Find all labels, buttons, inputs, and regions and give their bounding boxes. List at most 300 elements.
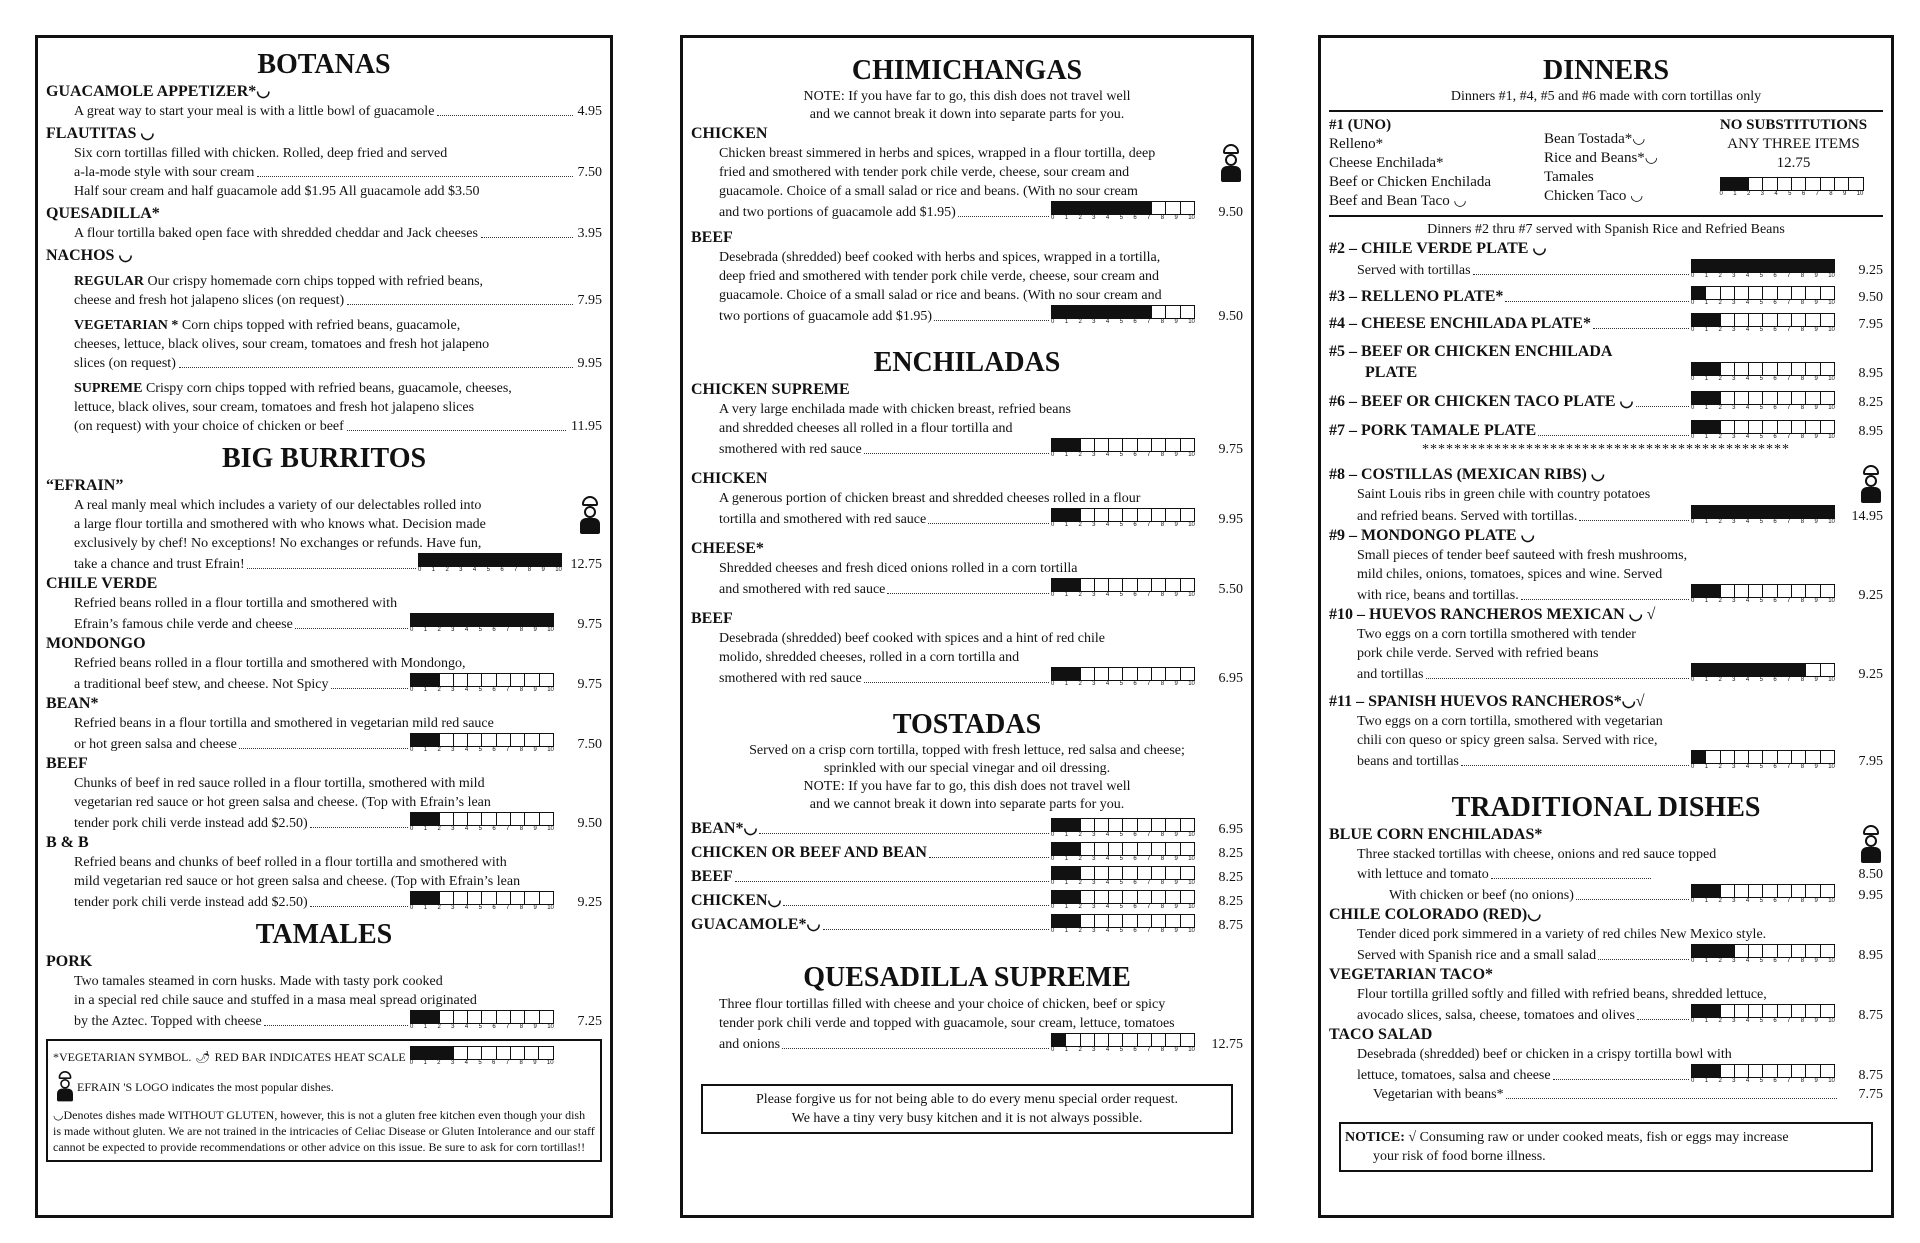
heat-cell [497, 1047, 511, 1059]
heat-cell [454, 734, 468, 746]
heat-tick-label: 9 [1174, 1047, 1178, 1053]
item-line [1329, 884, 1883, 905]
heat-tick-label: 7 [506, 826, 510, 832]
heat-tick-labels [1691, 300, 1835, 307]
heat-tick-labels [1691, 273, 1835, 280]
heat-tick-label: 7 [1787, 519, 1791, 525]
heat-tick-label: 10 [1188, 880, 1195, 886]
heat-tick-label: 10 [1828, 434, 1835, 440]
heat-tick-labels [410, 905, 554, 912]
heat-tick-labels [1691, 958, 1835, 965]
item-name: CHILE COLORADO (RED)◡ [1329, 906, 1542, 923]
heat-scale [1691, 313, 1835, 334]
heat-cell [425, 892, 439, 904]
heat-tick-label: 6 [1133, 904, 1137, 910]
heat-cell [1166, 202, 1180, 214]
item-desc: Refried beans rolled in a flour tortilla and smothered with [74, 596, 398, 611]
heat-scale [410, 733, 554, 754]
chile-pepper-icon: 🌶 [195, 1049, 211, 1064]
heat-cell [505, 554, 519, 566]
heat-tick-label: 7 [1147, 1047, 1151, 1053]
heat-tick-label: 8 [1800, 958, 1805, 964]
section-note: sprinkled with our special vinegar and oil dressing. [823, 761, 1111, 776]
heat-tick-labels [1051, 904, 1195, 911]
heat-cell [1081, 202, 1095, 214]
legend-logo-text: EFRAIN 'S LOGO indicates the most popular dishes. [77, 1080, 334, 1094]
heat-bar [410, 1046, 554, 1060]
heat-bar [410, 1010, 554, 1024]
heat-tick-label: 3 [451, 826, 455, 832]
heat-tick-label: 2 [1718, 300, 1722, 306]
heat-bar [1691, 663, 1835, 677]
item-name: #5 – BEEF OR CHICKEN ENCHILADA [1329, 343, 1613, 360]
heat-tick-label: 9 [1814, 405, 1818, 411]
heat-tick-label: 3 [1092, 928, 1096, 934]
heat-tick-label: 2 [1718, 434, 1722, 440]
heat-tick-label: 2 [1078, 319, 1082, 325]
item-name: BLUE CORN ENCHILADAS* [1329, 826, 1543, 843]
heat-tick-label: 2 [437, 1060, 441, 1066]
heat-tick-label: 1 [1064, 215, 1069, 221]
heat-cell [1166, 891, 1180, 903]
heat-tick-label: 9 [1814, 898, 1818, 904]
heat-tick-label: 0 [1051, 319, 1055, 325]
heat-bar [1051, 866, 1195, 880]
heat-tick-label: 3 [1092, 592, 1096, 598]
heat-tick-labels [1051, 522, 1195, 529]
heat-tick-label: 9 [533, 1060, 537, 1066]
heat-tick-label: 4 [464, 747, 469, 753]
heat-cell [497, 892, 511, 904]
heat-cell [1109, 439, 1123, 451]
heat-cell [1806, 392, 1820, 404]
heat-bar [1720, 177, 1864, 191]
heat-cell [525, 734, 539, 746]
heat-cell [1181, 891, 1194, 903]
heat-tick-label: 4 [1745, 598, 1750, 604]
notice-label: NOTICE: [1345, 1130, 1405, 1145]
heat-cell [454, 1047, 468, 1059]
uno-option: Chicken Taco ◡ [1544, 188, 1644, 204]
item-desc: cheese and fresh hot jalapeno slices (on request) [74, 293, 345, 308]
heat-cell [1081, 819, 1095, 831]
heat-tick-label: 5 [478, 826, 482, 832]
heat-cell [448, 554, 462, 566]
heat-tick-label: 8 [1800, 1018, 1805, 1024]
heat-tick-label: 10 [1188, 592, 1195, 598]
heat-cell [1749, 585, 1763, 597]
item-desc: and tortillas [1357, 667, 1424, 682]
heat-cell [1095, 439, 1109, 451]
item-name: “EFRAIN” [46, 477, 124, 494]
heat-cell [1821, 751, 1834, 763]
heat-cell [1821, 363, 1834, 375]
heat-tick-label: 0 [410, 747, 414, 753]
item-line [1329, 1085, 1883, 1104]
item-price: 3.95 [577, 226, 602, 241]
heat-tick-label: 2 [1078, 592, 1082, 598]
heat-cell [1806, 178, 1820, 190]
item-desc: Shredded cheeses and fresh diced onions rolled in a corn tortilla [719, 561, 1078, 576]
item-price: 6.95 [1218, 671, 1243, 686]
heat-tick-label: 0 [1051, 592, 1055, 598]
tostada-row [691, 818, 1243, 839]
heat-tick-label: 1 [1704, 598, 1709, 604]
item-line [1329, 663, 1883, 684]
heat-cell [1692, 287, 1706, 299]
heat-scale [1691, 1004, 1835, 1025]
heat-tick-label: 2 [1078, 880, 1082, 886]
item-line [46, 673, 602, 694]
heat-tick-label: 3 [1732, 405, 1736, 411]
heat-cell [1692, 314, 1706, 326]
heat-tick-label: 7 [1787, 677, 1791, 683]
heat-tick-label: 1 [1064, 452, 1069, 458]
heat-tick-label: 3 [1092, 1047, 1096, 1053]
heat-cell [1066, 668, 1080, 680]
heat-tick-label: 8 [1800, 1078, 1805, 1084]
heat-tick-label: 2 [1718, 405, 1722, 411]
heat-tick-label: 0 [1051, 904, 1055, 910]
heat-tick-label: 6 [492, 1024, 496, 1030]
item-name: TACO SALAD [1329, 1026, 1433, 1043]
heat-cell [1835, 178, 1849, 190]
item-price: 8.75 [1218, 918, 1243, 933]
heat-cell [1792, 314, 1806, 326]
heat-cell [497, 674, 511, 686]
heat-tick-label: 6 [1773, 958, 1777, 964]
heat-scale [410, 1010, 554, 1031]
heat-tick-label: 9 [1814, 677, 1818, 683]
item-line [46, 613, 602, 634]
heat-scale [1051, 866, 1195, 887]
heat-cell [1792, 585, 1806, 597]
heat-scale [1691, 663, 1835, 684]
heat-cell [1152, 867, 1166, 879]
heat-bar [410, 613, 554, 627]
heat-tick-label: 5 [1759, 327, 1763, 333]
heat-cell [1692, 945, 1706, 957]
heat-tick-labels [1051, 592, 1195, 599]
heat-scale [410, 812, 554, 833]
heat-cell [1081, 668, 1095, 680]
heat-cell [511, 892, 525, 904]
item-price: 9.75 [1218, 442, 1243, 457]
heat-cell [1763, 585, 1777, 597]
heat-cell [1052, 843, 1066, 855]
heat-cell [1749, 421, 1763, 433]
heat-tick-label: 7 [1147, 681, 1151, 687]
section-title: DINNERS [1542, 55, 1670, 86]
heat-tick-label: 8 [1800, 405, 1805, 411]
heat-cell [1821, 506, 1834, 518]
heat-tick-label: 10 [1828, 677, 1835, 683]
heat-tick-label: 8 [1800, 519, 1805, 525]
heat-cell [1778, 885, 1792, 897]
heat-cell [1821, 287, 1834, 299]
heat-bar [1051, 842, 1195, 856]
heat-tick-label: 9 [1814, 327, 1818, 333]
efrain-chef-logo-icon [1219, 144, 1243, 184]
heat-tick-label: 8 [1800, 434, 1805, 440]
heat-tick-label: 0 [409, 1060, 414, 1066]
heat-tick-label: 9 [1814, 764, 1818, 770]
heat-tick-label: 7 [506, 747, 510, 753]
heat-tick-label: 6 [1773, 1078, 1777, 1084]
item-name: PORK [46, 953, 93, 970]
heat-tick-label: 8 [519, 687, 524, 693]
heat-tick-label: 10 [547, 747, 554, 753]
item-desc: deep fried and smothered with tender pork chile verde, cheese, sour cream and [719, 269, 1160, 284]
item-line [691, 1033, 1243, 1054]
heat-cell [1181, 843, 1194, 855]
heat-tick-label: 2 [437, 627, 441, 633]
item-line [1329, 944, 1883, 965]
heat-tick-label: 7 [1787, 1018, 1791, 1024]
heat-tick-label: 8 [1160, 856, 1165, 862]
heat-cell [1109, 1034, 1123, 1046]
heat-tick-label: 1 [1704, 434, 1709, 440]
heat-tick-label: 3 [450, 1060, 455, 1066]
heat-tick-label: 3 [1092, 681, 1096, 687]
heat-tick-label: 0 [1051, 832, 1055, 838]
item-desc-text: Our crispy homemade corn chips topped with refried beans, [147, 274, 484, 289]
heat-cell [1095, 843, 1109, 855]
heat-tick-label: 6 [1773, 677, 1777, 683]
heat-cell [1138, 867, 1152, 879]
item-price: 5.50 [1218, 582, 1243, 597]
heat-tick-label: 5 [1759, 405, 1763, 411]
heat-tick-label: 1 [1064, 904, 1069, 910]
heat-tick-label: 5 [1759, 898, 1763, 904]
section-title: ENCHILADAS [873, 347, 1061, 378]
item-line [691, 508, 1243, 529]
heat-bar [1691, 286, 1835, 300]
heat-tick-label: 0 [1691, 519, 1695, 525]
heat-tick-label: 7 [1147, 904, 1151, 910]
heat-cell [1109, 867, 1123, 879]
heat-cell [425, 813, 439, 825]
efrain-chef-logo-icon [55, 1071, 74, 1103]
heat-tick-label: 5 [1759, 519, 1763, 525]
heat-cell [1792, 363, 1806, 375]
heat-cell [1735, 260, 1749, 272]
heat-tick-label: 2 [1078, 832, 1082, 838]
heat-cell [1778, 1065, 1792, 1077]
heat-tick-label: 2 [1078, 681, 1082, 687]
heat-tick-label: 9 [1842, 191, 1847, 197]
heat-tick-label: 6 [1773, 300, 1777, 306]
heat-tick-label: 5 [1759, 300, 1763, 306]
item-desc: Two eggs on a corn tortilla, smothered with vegetarian [1357, 714, 1663, 729]
item-desc: Small pieces of tender beef sauteed with fresh mushrooms, [1357, 548, 1688, 563]
heat-tick-label: 7 [506, 687, 510, 693]
notice-line [1345, 1128, 1867, 1147]
item-line [691, 578, 1243, 599]
heat-cell [1052, 915, 1066, 927]
heat-tick-label: 1 [423, 826, 428, 832]
notice-line: We have a tiny very busy kitchen and it is not always possible. [791, 1111, 1143, 1126]
heat-cell [1123, 891, 1137, 903]
heat-scale [1051, 842, 1195, 863]
heat-tick-label: 6 [1773, 598, 1777, 604]
item-desc: Chicken breast simmered in herbs and spices, wrapped in a flour tortilla, deep [719, 146, 1156, 161]
heat-tick-labels [1051, 215, 1195, 222]
heat-tick-label: 2 [1078, 215, 1082, 221]
heat-tick-label: 2 [1718, 273, 1722, 279]
item-price: 8.25 [1218, 870, 1243, 885]
item-desc: A generous portion of chicken breast and shredded cheeses rolled in a flour [719, 491, 1141, 506]
heat-tick-label: 7 [1787, 764, 1791, 770]
heat-tick-labels [1691, 1078, 1835, 1085]
heat-tick-label: 9 [1814, 300, 1818, 306]
heat-tick-label: 7 [1147, 856, 1151, 862]
heat-cell [1749, 178, 1763, 190]
heat-tick-label: 10 [1828, 898, 1835, 904]
heat-tick-label: 5 [1759, 677, 1763, 683]
item-desc: with lettuce and tomato [1357, 867, 1489, 882]
heat-cell [1138, 202, 1152, 214]
heat-tick-label: 5 [486, 567, 490, 573]
heat-tick-label: 7 [1787, 434, 1791, 440]
heat-tick-label: 3 [1732, 898, 1736, 904]
heat-tick-label: 7 [505, 1060, 510, 1066]
heat-tick-label: 5 [1119, 319, 1123, 325]
heat-cell [425, 1047, 439, 1059]
heat-bar [1051, 890, 1195, 904]
item-price: 9.50 [1858, 290, 1883, 305]
heat-cell [1052, 1034, 1066, 1046]
heat-cell [511, 614, 525, 626]
heat-tick-label: 5 [478, 687, 482, 693]
item-name: MONDONGO [46, 635, 146, 652]
heat-tick-label: 8 [1160, 681, 1165, 687]
heat-cell [1778, 392, 1792, 404]
heat-tick-label: 9 [1814, 598, 1818, 604]
heat-cell [1721, 885, 1735, 897]
heat-cell [1763, 392, 1777, 404]
item-desc: Desebrada (shredded) beef cooked with herbs and spices, wrapped in a tortilla, [719, 250, 1161, 265]
item-line [1329, 286, 1883, 307]
heat-tick-label: 3 [1732, 1018, 1736, 1024]
heat-tick-label: 10 [1188, 319, 1195, 325]
item-line [46, 417, 602, 436]
tostada-row [691, 914, 1243, 935]
heat-tick-label: 4 [1745, 898, 1750, 904]
heat-tick-label: 0 [418, 567, 422, 573]
tostada-row [691, 890, 1243, 911]
heat-tick-labels [1051, 856, 1195, 863]
heat-cell [511, 674, 525, 686]
heat-cell [1706, 1065, 1720, 1077]
heat-cell [1792, 260, 1806, 272]
item-line [1329, 259, 1883, 280]
heat-cell [511, 813, 525, 825]
heat-cell [440, 1011, 454, 1023]
heat-scale [1691, 944, 1835, 965]
heat-cell [1095, 1034, 1109, 1046]
sub-item-label: SUPREME [74, 381, 143, 396]
heat-cell [1152, 1034, 1166, 1046]
heat-cell [1109, 843, 1123, 855]
legend-row [53, 1046, 595, 1067]
heat-cell [511, 1011, 525, 1023]
heat-tick-label: 6 [1133, 522, 1137, 528]
heat-tick-label: 4 [1745, 677, 1750, 683]
section-note: Served on a crisp corn tortilla, topped with fresh lettuce, red salsa and cheese; [749, 743, 1185, 758]
heat-tick-label: 2 [1746, 191, 1751, 197]
item-name: BEEF [691, 610, 733, 627]
heat-cell [1792, 421, 1806, 433]
heat-tick-label: 8 [519, 627, 524, 633]
item-desc: A real manly meal which includes a variety of our delectables rolled into [74, 498, 482, 513]
heat-tick-label: 5 [1119, 928, 1123, 934]
heat-cell [1792, 1005, 1806, 1017]
heat-tick-label: 3 [1092, 856, 1096, 862]
item-desc: by the Aztec. Topped with cheese [74, 1014, 262, 1029]
heat-tick-label: 4 [1745, 1018, 1750, 1024]
heat-cell [1692, 421, 1706, 433]
section-title: TOSTADAS [892, 709, 1042, 740]
heat-tick-label: 9 [533, 627, 537, 633]
heat-cell [1792, 751, 1806, 763]
heat-cell [1735, 421, 1749, 433]
heat-tick-label: 2 [1718, 598, 1722, 604]
heat-cell [540, 614, 553, 626]
heat-bar [1691, 259, 1835, 273]
heat-tick-label: 5 [1119, 522, 1123, 528]
item-line [46, 163, 602, 182]
item-desc: Tender diced pork simmered in a variety of red chiles New Mexico style. [1357, 927, 1767, 942]
heat-cell [1081, 1034, 1095, 1046]
item-name: #11 – SPANISH HUEVOS RANCHEROS*◡√ [1329, 693, 1645, 710]
item-price: 6.95 [1218, 822, 1243, 837]
item-name: GUACAMOLE*◡ [691, 916, 821, 933]
heat-cell [468, 1047, 482, 1059]
heat-cell [548, 554, 561, 566]
heat-cell [1749, 392, 1763, 404]
heat-cell [1181, 668, 1194, 680]
section-note: and we cannot break it down into separate parts for you. [809, 107, 1125, 122]
heat-cell [1095, 819, 1109, 831]
heat-tick-label: 5 [478, 905, 482, 911]
heat-cell [1181, 819, 1194, 831]
heat-cell [1138, 1034, 1152, 1046]
item-desc: smothered with red sauce [719, 442, 862, 457]
heat-cell [1821, 945, 1834, 957]
heat-cell [1109, 891, 1123, 903]
item-desc: chili con queso or spicy green salsa. Served with rice, [1357, 733, 1658, 748]
heat-tick-label: 6 [492, 627, 496, 633]
heat-cell [1109, 306, 1123, 318]
heat-tick-label: 6 [492, 1060, 496, 1066]
heat-cell [1166, 915, 1180, 927]
divider [1329, 110, 1883, 112]
heat-tick-label: 8 [1160, 832, 1165, 838]
heat-cell [411, 813, 425, 825]
heat-cell [1692, 506, 1706, 518]
heat-bar [1051, 508, 1195, 522]
heat-tick-label: 1 [1733, 191, 1737, 197]
item-price: 7.75 [1858, 1087, 1883, 1102]
heat-cell [1109, 509, 1123, 521]
heat-cell [525, 1011, 539, 1023]
item-name: #6 – BEEF OR CHICKEN TACO PLATE ◡ [1329, 393, 1634, 410]
heat-tick-label: 4 [1745, 300, 1750, 306]
item-desc: mild vegetarian red sauce or hot green salsa and cheese. (Top with Efrain’s lean [74, 874, 521, 889]
heat-tick-labels [1691, 598, 1835, 605]
section-title: BOTANAS [257, 49, 391, 80]
